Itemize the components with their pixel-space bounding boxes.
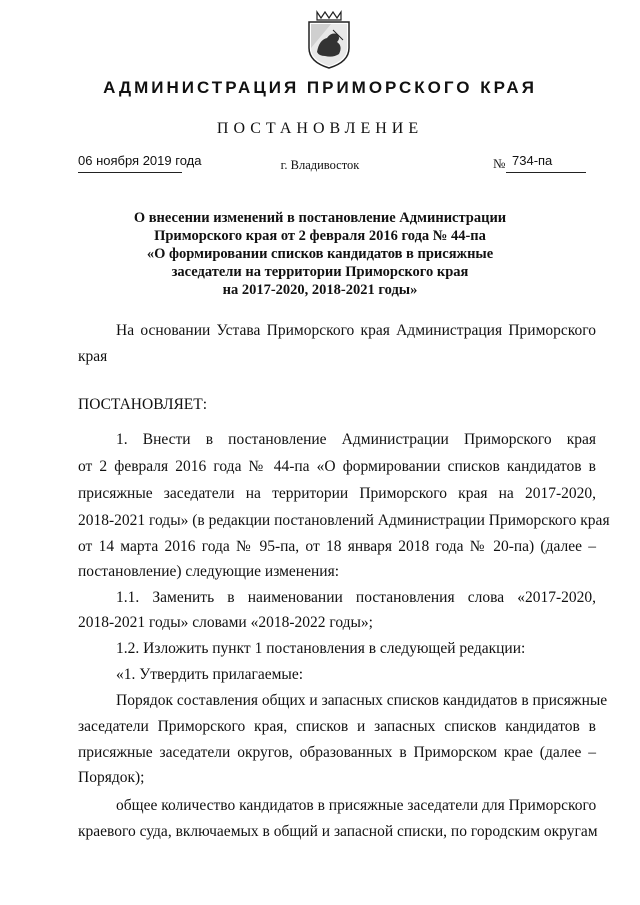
number-underline xyxy=(506,172,586,173)
paragraph-1-1-line: 2018-2021 годы» словами «2018-2022 годы»; xyxy=(78,614,373,631)
document-type: ПОСТАНОВЛЕНИЕ xyxy=(216,120,424,137)
basis-line: На основании Устава Приморского края Администрация Приморского xyxy=(116,322,596,339)
paragraph-1-line: 1. Внести в постановление Администрации Приморского края xyxy=(116,431,596,448)
document-heading xyxy=(0,209,640,299)
paragraph-1-line: от 14 марта 2016 года № 95-па, от 18 января 2018 года № 20-па) (далее – xyxy=(78,538,596,555)
order-paragraph-line: присяжные заседатели округов, образованных в Приморском крае (далее – xyxy=(78,744,596,761)
paragraph-1-line: постановление) следующие изменения: xyxy=(78,563,340,580)
document-number: 734-па xyxy=(512,153,553,168)
resolves-label: ПОСТАНОВЛЯЕТ: xyxy=(78,396,208,413)
quote-line: «1. Утвердить прилагаемые: xyxy=(116,666,304,683)
order-paragraph-line: Порядок составления общих и запасных списков кандидатов в присяжные xyxy=(116,692,608,709)
document-city: г. Владивосток xyxy=(280,158,360,172)
heading-line: «О формировании списков кандидатов в присяжные xyxy=(146,246,494,262)
paragraph-1-2-line: 1.2. Изложить пункт 1 постановления в следующей редакции: xyxy=(116,640,526,657)
heading-line: на 2017-2020, 2018-2021 годы» xyxy=(222,282,418,298)
count-paragraph-line: краевого суда, включаемых в общий и запасной списки, по городским округам xyxy=(78,823,598,840)
heading-line: О внесении изменений в постановление Администрации xyxy=(133,210,507,226)
heading-line: Приморского края от 2 февраля 2016 года № 44-па xyxy=(154,228,486,244)
paragraph-1-line: 2018-2021 годы» (в редакции постановлений Администрации Приморского края xyxy=(78,512,610,529)
paragraph-1-line: от 2 февраля 2016 года № 44-па «О формировании списков кандидатов в xyxy=(78,458,596,475)
paragraph-1-1-line: 1.1. Заменить в наименовании постановления слова «2017-2020, xyxy=(116,589,596,606)
order-paragraph-line: заседатели Приморского края, списков и запасных списков кандидатов в xyxy=(78,718,596,735)
count-paragraph-line: общее количество кандидатов в присяжные заседатели для Приморского xyxy=(116,797,597,814)
paragraph-1-line: присяжные заседатели на территории Приморского края на 2017-2020, xyxy=(78,485,596,502)
coat-of-arms-icon xyxy=(303,8,355,70)
order-paragraph-line: Порядок); xyxy=(78,769,145,786)
organization-title: АДМИНИСТРАЦИЯ ПРИМОРСКОГО КРАЯ xyxy=(103,78,537,97)
basis-line: края xyxy=(78,348,108,365)
document-date: 06 ноября 2019 года xyxy=(78,153,202,168)
heading-line: заседатели на территории Приморского края xyxy=(171,264,469,280)
number-label: № xyxy=(493,156,506,171)
